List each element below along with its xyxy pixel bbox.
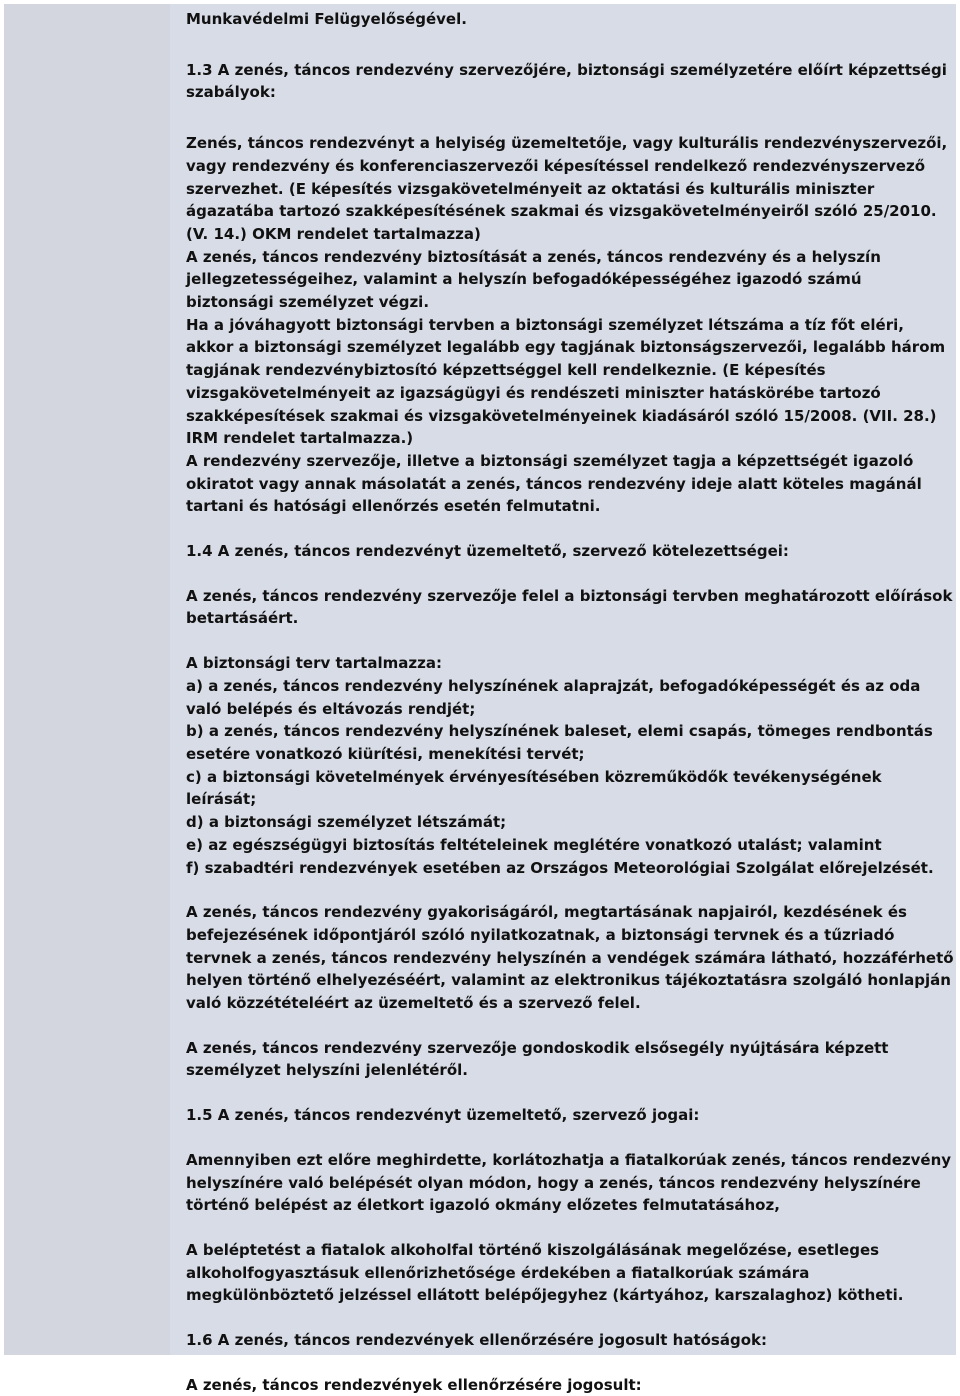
paragraph-1-3-b: A zenés, táncos rendezvény biztosítását a zenés, táncos rendezvény és a helyszín jellegzetességeihez, valamint a helyszín befogadóképességéhez igazodó számú biztonsági személyzet végzi. — [186, 247, 881, 312]
paragraph-1-4-a: A zenés, táncos rendezvény szervezője felel a biztonsági tervben meghatározott előírások betartásáért. — [186, 586, 953, 628]
section-heading-1-6: 1.6 A zenés, táncos rendezvények ellenőrzésére jogosult hatóságok: — [186, 1331, 768, 1350]
paragraph-1-4-c: A zenés, táncos rendezvény szervezője gondoskodik elsősegély nyújtására képzett személyzet helyszíni jelenlétéről. — [186, 1038, 889, 1080]
left-margin-column — [4, 4, 170, 1355]
intro-paragraph: Munkavédelmi Felügyelőségével. — [186, 10, 467, 28]
paragraph-1-3-c: Ha a jóváhagyott biztonsági tervben a biztonsági személyzet létszáma a tíz főt eléri, akkor a biztonsági személyzet legalább egy tagjának biztonságszervezői, legalább három tagjának rendezvénybiztosító képzettséggel kell rendelkeznie. (E képesítés vizsgakövetelményeit az igazságügyi és rendészeti miniszter hatáskörébe tartozó szakképesítések szakmai és vizsgakövetelményeinek kiadásáról szóló 15/2008. (VII. 28.) IRM rendelet tartalmazza.) — [186, 315, 946, 448]
section-heading-1-3: 1.3 A zenés, táncos rendezvény szervezőjére, biztonsági személyzetére előírt képzettségi szabályok: — [186, 60, 947, 102]
paragraph-1-6-a: A zenés, táncos rendezvények ellenőrzésére jogosult: — [186, 1375, 642, 1394]
list-item: e) az egészségügyi biztosítás feltételeinek meglétére vonatkozó utalást; valamint — [186, 835, 882, 854]
list-item: a) a zenés, táncos rendezvény helyszínének alaprajzát, befogadóképességét és az oda való belépés és eltávozás rendjét; — [186, 676, 921, 718]
section-heading-1-5: 1.5 A zenés, táncos rendezvényt üzemeltető, szervező jogai: — [186, 1106, 700, 1125]
safety-plan-list — [186, 675, 954, 879]
paragraph-1-5-b: A beléptetést a fiatalok alkoholfal történő kiszolgálásának megelőzése, esetleges alkoholfogyasztásuk ellenőrizhetősége érdekében a fiatalkorúak számára megkülönböztető jelzéssel ellátott belépőjegyhez (kártyához, karszalaghoz) kötheti. — [186, 1240, 904, 1305]
list-item: d) a biztonsági személyzet létszámát; — [186, 813, 507, 832]
document-body — [186, 8, 954, 1396]
section-heading-1-4: 1.4 A zenés, táncos rendezvényt üzemeltető, szervező kötelezettségei: — [186, 542, 789, 561]
list-item: b) a zenés, táncos rendezvény helyszínének baleset, elemi csapás, tömeges rendbontás esetére vonatkozó kiürítési, menekítési tervét; — [186, 722, 933, 763]
list-intro: A biztonsági terv tartalmazza: — [186, 654, 442, 673]
paragraph-1-3-a: Zenés, táncos rendezvényt a helyiség üzemeltetője, vagy kulturális rendezvényszervezői, vagy rendezvény és konferenciaszervezői képesítéssel rendelkező rendezvényszervező szervezhet. (E képesítés vizsgakövetelményeit az oktatási és kulturális miniszter ágazatába tartozó szakképesítésének szakmai és vizsgakövetelményeiről szóló 25/2010. (V. 14.) OKM rendelet tartalmazza) — [186, 134, 948, 243]
list-item: f) szabadtéri rendezvények esetében az Országos Meteorológiai Szolgálat előrejelzését. — [186, 858, 934, 877]
list-item: c) a biztonsági követelmények érvényesítésében közreműködők tevékenységének leírását; — [186, 767, 882, 809]
paragraph-1-4-b: A zenés, táncos rendezvény gyakoriságáról, megtartásának napjairól, kezdésének és befejezésének időpontjáról szóló nyilatkozatnak, a biztonsági tervnek és a tűzriadó tervnek a zenés, táncos rendezvény helyszínén a vendégek számára látható, hozzáférhető helyen történő elhelyezéséért, valamint az elektronikus tájékoztatásra szolgáló honlapján való közzétételéért az üzemeltető és a szervező felel. — [186, 903, 954, 1013]
paragraph-1-3-d: A rendezvény szervezője, illetve a biztonsági személyzet tagja a képzettségét igazoló okiratot vagy annak másolatát a zenés, táncos rendezvény ideje alatt köteles magánál tartani és hatósági ellenőrzés esetén felmutatni. — [186, 451, 922, 516]
paragraph-1-5-a: Amennyiben ezt előre meghirdette, korlátozhatja a fiatalkorúak zenés, táncos rendezvény helyszínére való belépését olyan módon, hogy a zenés, táncos rendezvény helyszínére történő belépést az életkort igazoló okmány előzetes felmutatásához, — [186, 1150, 952, 1215]
